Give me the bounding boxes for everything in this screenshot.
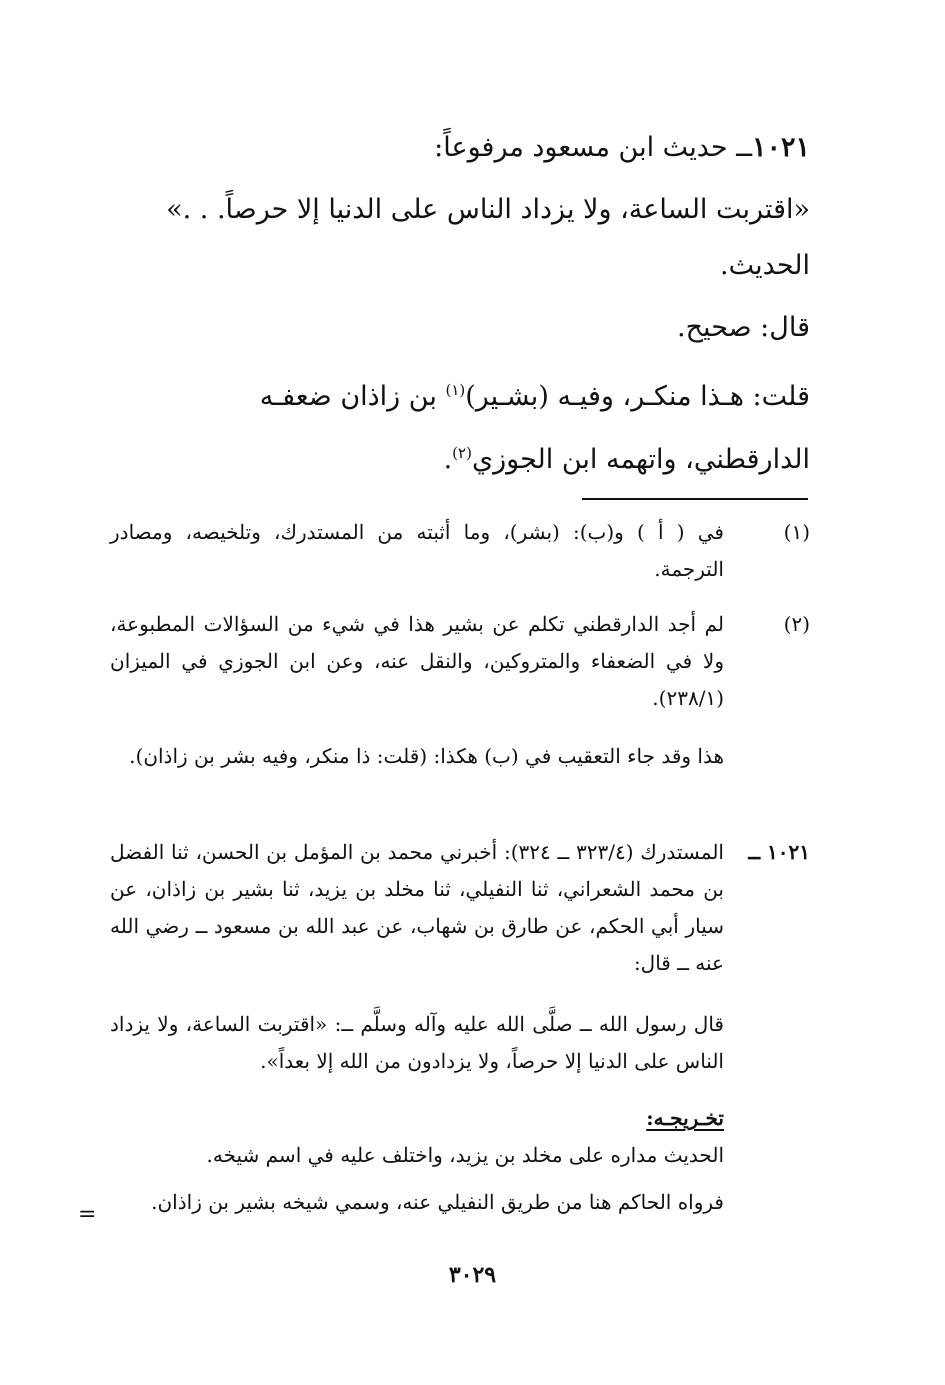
variant-note: [110, 738, 810, 775]
footnote-1: [110, 514, 810, 588]
qultu-text-2: الدارقطني، واتهمه ابن الجوزي: [471, 444, 810, 475]
takhrij-line2: فرواه الحاكم هنا من طريق النفيلي عنه، وسمي شيخه بشير بن زاذان.: [151, 1190, 724, 1214]
footnote-separator: [582, 498, 808, 500]
hadith-title-text: ــ حديث ابن مسعود مرفوعاً:: [434, 132, 752, 163]
takhrij-section: [110, 1100, 810, 1221]
footnote-2-number: (٢): [783, 612, 810, 636]
hadith-quote: [110, 1006, 810, 1080]
hadith-number: ١٠٢١: [751, 132, 810, 163]
hadith-quote-text: قال رسول الله ــ صلَّى الله عليه وآله وسلَّم ــ: «اقتربت الساعة، ولا يزداد الناس على الدنيا إلا حرصاً، ولا يزدادون من الله إلا بعداً».: [110, 1012, 724, 1073]
hadith-text-line2: الحديث.: [720, 250, 810, 281]
section-1021-text: المستدرك (٣٢٣/٤ ــ ٣٢٤): أخبرني محمد بن المؤمل بن الحسن، ثنا الفضل بن محمد الشعراني، ثنا النفيلي، ثنا مخلد بن يزيد، ثنا بشير بن زاذان، عن سيار أبي الحكم، عن طارق بن شهاب، عن عبد الله بن مسعود ــ رضي الله عنه ــ قال:: [110, 840, 724, 975]
hadith-title: [110, 120, 810, 176]
qultu-end: .: [443, 444, 453, 475]
main-text: [110, 120, 810, 488]
section-1021: [110, 834, 810, 982]
footnote-1-number: (١): [783, 520, 810, 544]
takhrij-line1: الحديث مداره على مخلد بن يزيد، واختلف عليه في اسم شيخه.: [206, 1143, 724, 1167]
qultu-line1: [110, 362, 810, 425]
footnote-2-text: لم أجد الدارقطني تكلم عن بشير هذا في شيء من السؤالات المطبوعة، ولا في الضعفاء والمتروكين، والنقل عنه، وعن ابن الجوزي في الميزان (٢٣٨/١).: [110, 612, 724, 710]
section-1021-number: ١٠٢١ ــ: [748, 840, 810, 864]
takhrij-heading: تخـريجـه:: [646, 1106, 724, 1130]
page-number: ٣٠٢٩: [448, 1262, 497, 1288]
footnote-1-text: في ( أ ) و(ب): (بشر)، وما أثبته من المستدرك، وتلخيصه، ومصادر الترجمة.: [110, 520, 724, 581]
qultu-line2: [110, 425, 810, 488]
footnote-ref-2[interactable]: (٢): [452, 444, 472, 462]
qultu-text-rest: بن زاذان ضعفـه: [259, 381, 446, 412]
continuation-mark: =: [78, 1202, 97, 1227]
hadith-text-line1: «اقتربت الساعة، ولا يزداد الناس على الدنيا إلا حرصاً. . .»: [166, 194, 810, 225]
footnote-ref-1[interactable]: (١): [445, 381, 466, 399]
qala-statement: قال: صحيح.: [677, 312, 810, 343]
qultu-text: قلت: هـذا منكـر، وفيـه (بشـير): [465, 381, 810, 412]
footnote-2: [110, 606, 810, 717]
variant-note-text: هذا وقد جاء التعقيب في (ب) هكذا: (قلت: ذا منكر، وفيه بشر بن زاذان).: [129, 744, 724, 768]
